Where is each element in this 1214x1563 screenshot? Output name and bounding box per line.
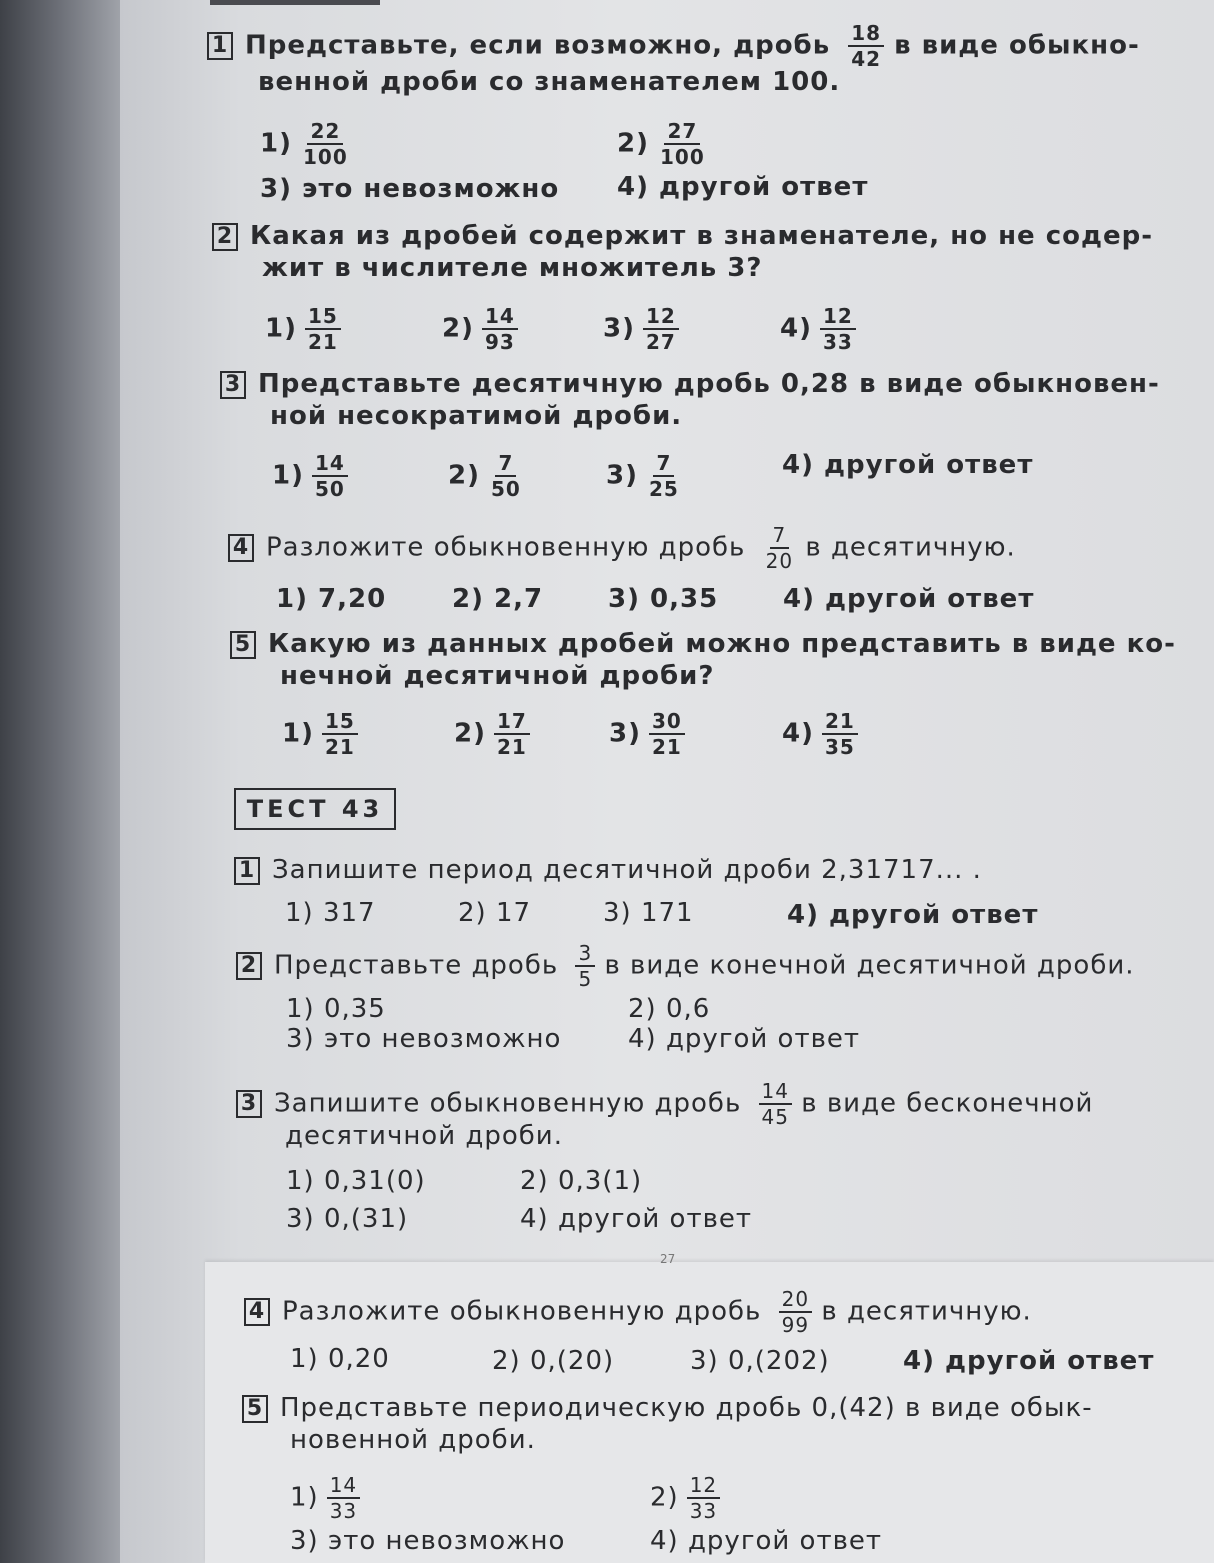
question-number: 2 [236,952,262,980]
question-3-line1: 3 Представьте десятичную дробь 0,28 в виде обыкновен- [220,368,1160,400]
fraction: $\frac{14}{45}$ [759,1080,792,1128]
question-5-line2: нечной десятичной дроби? [280,661,715,691]
question-2-line1: 2 Какая из дробей содержит в знаменателе, но не содер- [212,220,1153,252]
answer-option[interactable]: 1) 0,35 [286,994,386,1024]
test43-question-4: 4 Разложите обыкновенную дробь $\frac{20}{99}$ в десятичную. [244,1288,1032,1336]
answer-option[interactable]: 4) $\frac{21}{35}$ [782,710,858,758]
fraction: $\frac{20}{99}$ [779,1288,812,1336]
question-number: 5 [230,631,256,659]
test43-question-2: 2 Представьте дробь $\frac{3}{5}$ в виде конечной десятичной дроби. [236,942,1135,990]
question-1-line1: 1 Представьте, если возможно, дробь $\frac{18}{42}$ в виде обыкно- [207,22,1140,70]
question-number: 4 [228,534,254,562]
answer-option[interactable]: 3) $\frac{7}{25}$ [606,451,679,501]
answer-option[interactable]: 4) другой ответ [520,1204,753,1234]
test-title: ТЕСТ 43 [234,788,396,830]
test43-question-5-line2: новенной дроби. [290,1425,536,1455]
answer-option[interactable]: 3) $\frac{30}{21}$ [609,710,685,758]
answer-option[interactable]: 1) 317 [285,898,376,928]
test43-question-1: 1 Запишите период десятичной дроби 2,31717... . [234,854,982,886]
answer-option[interactable]: 4) другой ответ [628,1024,861,1054]
test43-question-3-line1: 3 Запишите обыкновенную дробь $\frac{14}{45}$ в виде бесконечной [236,1080,1093,1128]
question-number: 3 [236,1090,262,1118]
answer-option[interactable]: 4) другой ответ [783,584,1035,614]
answer-option[interactable]: 2) 0,3(1) [520,1166,643,1196]
answer-option[interactable]: 4) другой ответ [782,450,1034,480]
question-number: 1 [207,32,233,60]
question-1-line2: венной дроби со знаменателем 100. [258,67,841,97]
fraction: $\frac{7}{20}$ [765,523,794,573]
answer-option[interactable]: 4) $\frac{12}{33}$ [780,305,856,353]
test43-question-5-line1: 5 Представьте периодическую дробь 0,(42) в виде обык- [242,1392,1093,1424]
question-5-line1: 5 Какую из данных дробей можно представить в виде ко- [230,628,1176,660]
answer-option[interactable]: 1) 0,31(0) [286,1166,426,1196]
question-2-line2: жит в числителе множитель 3? [262,253,763,283]
answer-option[interactable]: 3) это невозможно [286,1024,562,1054]
answer-option[interactable]: 1) $\frac{14}{33}$ [290,1474,360,1522]
answer-option[interactable]: 4) другой ответ [650,1526,883,1556]
answer-option[interactable]: 1) 7,20 [276,584,387,614]
test43-question-3-line2: десятичной дроби. [285,1121,563,1151]
question-4: 4 Разложите обыкновенную дробь $\frac{7}{20}$ в десятичную. [228,524,1016,572]
answer-option[interactable]: 2) $\frac{12}{33}$ [650,1474,720,1522]
answer-option[interactable]: 3) 171 [603,898,694,928]
question-number: 3 [220,371,246,399]
answer-option[interactable]: 2) $\frac{14}{93}$ [442,305,518,353]
fraction: $\frac{18}{42}$ [848,22,884,70]
fraction: $\frac{3}{5}$ [575,942,595,990]
answer-option[interactable]: 2) 0,6 [628,994,711,1024]
answer-option[interactable]: 1) $\frac{14}{50}$ [272,452,348,500]
question-number: 5 [242,1395,268,1423]
answer-option[interactable]: 2) 17 [458,898,532,928]
answer-option[interactable]: 2) 2,7 [452,584,544,614]
answer-option[interactable]: 1) $\frac{15}{21}$ [265,305,341,353]
answer-option[interactable]: 3) 0,35 [608,584,719,614]
answer-option[interactable]: 2) $\frac{17}{21}$ [454,710,530,758]
page-number: 27 [660,1252,676,1266]
question-3-line2: ной несократимой дроби. [270,401,683,431]
answer-option[interactable]: 3) $\frac{12}{27}$ [603,305,679,353]
answer-option[interactable]: 2) $\frac{27}{100}$ [617,119,705,169]
answer-option[interactable]: 1) 0,20 [290,1344,390,1374]
answer-option[interactable]: 2) $\frac{7}{50}$ [448,451,521,501]
answer-option[interactable]: 3) это невозможно [290,1526,566,1556]
question-number: 1 [234,857,260,885]
question-number: 2 [212,223,238,251]
answer-option[interactable]: 3) 0,(31) [286,1204,409,1234]
answer-option[interactable]: 2) 0,(20) [492,1346,615,1376]
answer-option[interactable]: 1) $\frac{22}{100}$ [260,119,348,169]
answer-option[interactable]: 3) это невозможно [260,174,560,204]
answer-option[interactable]: 4) другой ответ [617,172,869,202]
answer-option[interactable]: 3) 0,(202) [690,1346,830,1376]
page-top-edge [210,0,380,5]
answer-option[interactable]: 1) $\frac{15}{21}$ [282,710,358,758]
answer-option[interactable]: 4) другой ответ [787,900,1039,930]
answer-option[interactable]: 4) другой ответ [903,1346,1155,1376]
question-number: 4 [244,1298,270,1326]
